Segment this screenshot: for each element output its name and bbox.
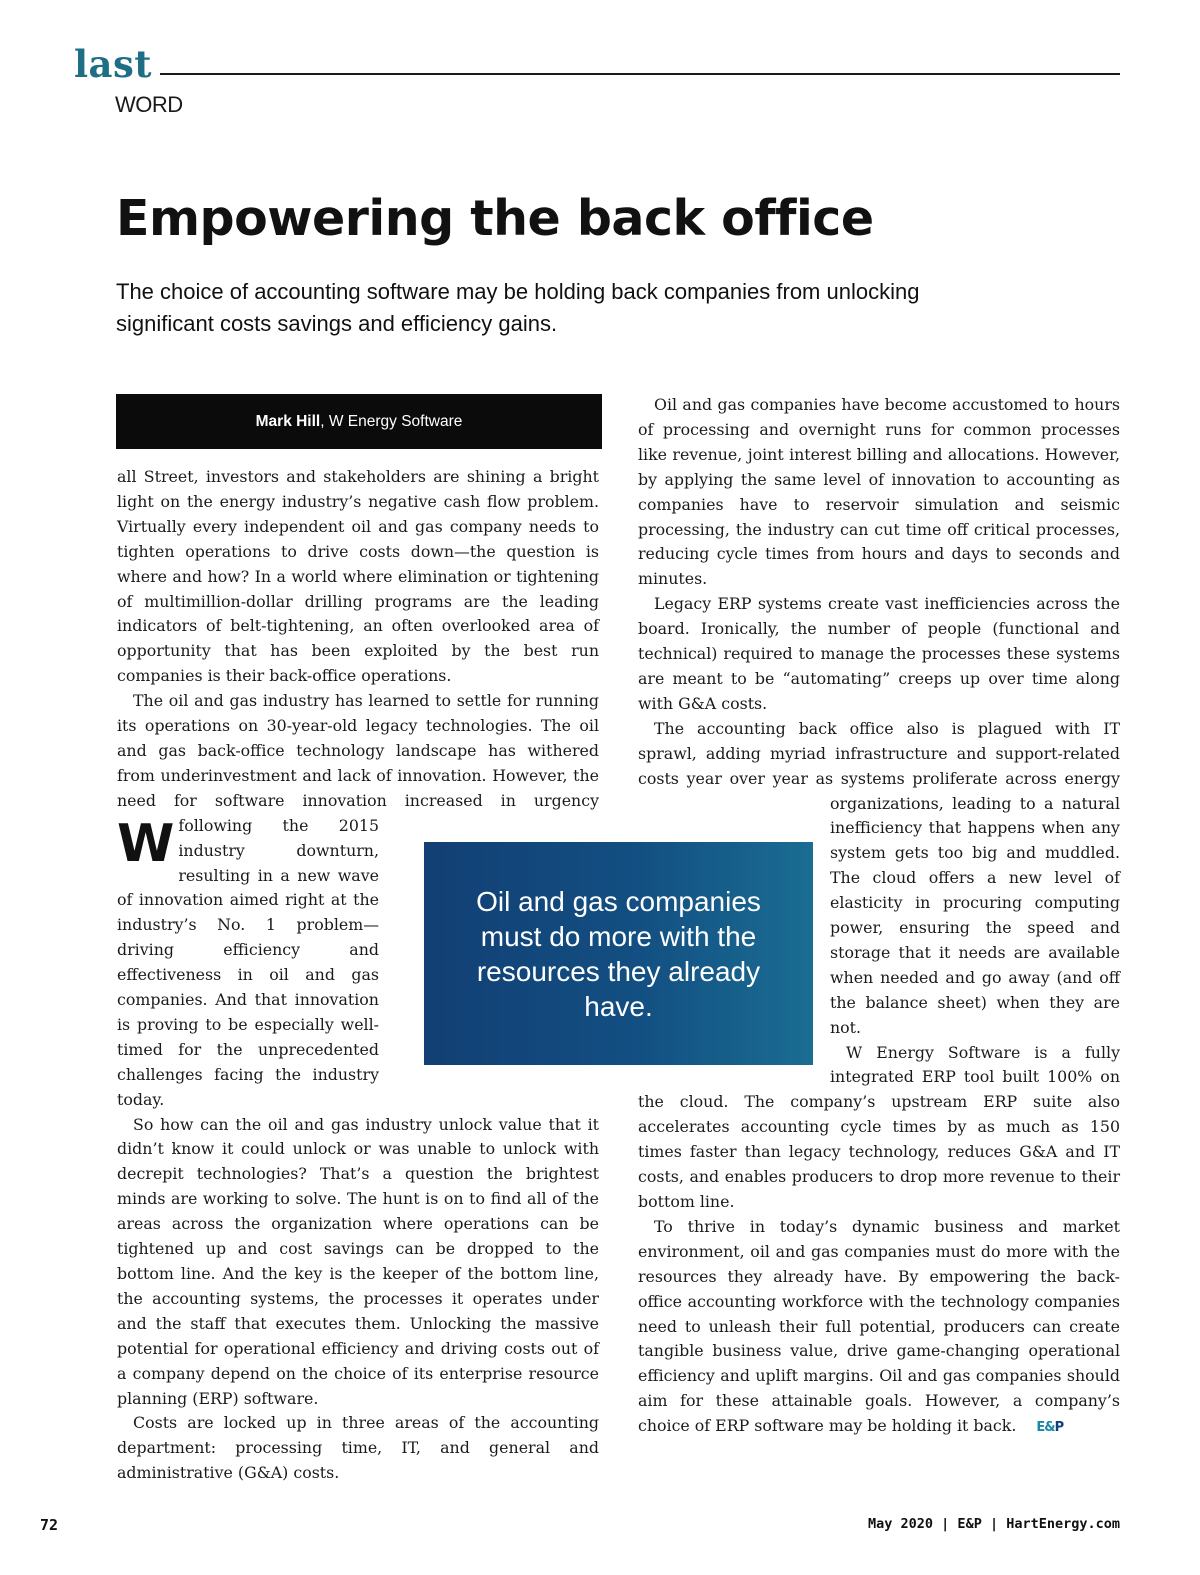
left-paragraph-1-text: all Street, investors and stakeholders are shining a bright light on the energy industry’s negative cash flow problem. Virtually every independent oil and gas company needs to tighten operations to drive costs down—the question is where and how? In a world where elimination or tightening of multimillion-dollar drilling programs are the leading indicators of belt-tightening, an often overlooked area of opportunity that has been exploited by the best run companies is their back-office operations.: [117, 467, 599, 686]
section-label-last: last: [74, 42, 152, 86]
pull-quote: Oil and gas companies must do more with the resources they already have.: [424, 842, 813, 1065]
left-paragraph-3: [117, 1113, 599, 1412]
left-paragraph-4: [117, 1411, 599, 1486]
right-paragraph-5-text: To thrive in today’s dynamic business and market environment, oil and gas companies must do more with the resources they already have. By empowering the back-office accounting workforce with the technology companies need to unleash their full potential, producers can create tangible business value, drive game-changing operational efficiency and uplift margins. Oil and gas companies should aim for these attainable goals. However, a company’s choice of ERP software may be holding it back.: [638, 1216, 1120, 1436]
byline-bar: [116, 394, 602, 449]
drop-cap: W: [117, 814, 175, 874]
byline-affiliation: , W Energy Software: [320, 412, 463, 430]
right-paragraph-2-text: Legacy ERP systems create vast inefficiencies across the board. Ironically, the number of people (functional and technical) required to manage the processes these systems are meant to be “automating” creeps up over time along with G&A costs.: [638, 594, 1120, 713]
right-paragraph-1: [638, 393, 1120, 592]
section-label-word: WORD: [115, 92, 183, 117]
right-paragraph-1-text: Oil and gas companies have become accustomed to hours of processing and overnight runs for common processes like revenue, joint interest billing and allocations. However, by applying the same level of innovation to accounting as companies have to reservoir simulation and seismic processing, the industry can cut time off critical processes, reducing cycle times from hours and days to seconds and minutes.: [638, 395, 1120, 589]
right-paragraph-5: [638, 1215, 1120, 1441]
ep-end-mark-icon: E&P: [1036, 1420, 1064, 1436]
article-headline: Empowering the back office: [116, 190, 874, 247]
right-paragraph-2: [638, 592, 1120, 717]
left-paragraph-4-text: Costs are locked up in three areas of the accounting department: processing time, IT, and general and administrative (G&A) costs.: [117, 1413, 599, 1483]
left-paragraph-1: [117, 465, 599, 874]
page-number: 72: [40, 1516, 59, 1534]
header-rule: [160, 73, 1120, 75]
right-paragraph-4-text: W Energy Software is a fully integrated ERP tool built 100% on the cloud. The company’s upstream ERP suite also accelerates accounting cycle times by as much as 150 times faster than legacy technology, reduces G&A and IT costs, and enables producers to drop more revenue to their bottom line.: [638, 1042, 1120, 1211]
left-paragraph-2-text: The oil and gas industry has learned to settle for running its operations on 30-year-old legacy technologies. The oil and gas back-office technology landscape has withered from underinvestment and lack of innovation. However, the need for software innovation increased in urgency following the 2015 industry downturn, resulting in a new wave of innovation aimed right at the industry’s No. 1 problem—driving efficiency and effectiveness in oil and gas companies. And that innovation is proving to be especially well-timed for the unprecedented challenges facing the industry today.: [117, 691, 599, 1109]
right-paragraph-3-text: The accounting back office also is plagued with IT sprawl, adding myriad infrastructure and support-related costs year over year as systems proliferate across energy organizations, leading to a natural inefficiency that happens when any system gets too big and muddled. The cloud offers a new level of elasticity in procuring computing power, ensuring the speed and storage that it needs are available when needed and go away (and off the balance sheet) when they are not.: [638, 718, 1120, 1037]
article-deck: The choice of accounting software may be holding back companies from unlocking significant costs savings and efficiency gains.: [116, 279, 920, 336]
left-paragraph-3-text: So how can the oil and gas industry unlock value that it didn’t know it could unlock or was unable to unlock with decrepit technologies? That’s a question the brightest minds are working to solve. The hunt is on to find all of the areas across the organization where operations can be tightened up and cost savings can be dropped to the bottom line. And the key is the keeper of the bottom line, the accounting systems, the processes it operates under and the staff that executes them. Unlocking the massive potential for operational efficiency and driving costs out of a company depend on the choice of its enterprise resource planning (ERP) software.: [117, 1114, 599, 1408]
byline-author: Mark Hill: [255, 412, 321, 430]
footer-credit: May 2020 | E&P | HartEnergy.com: [868, 1516, 1120, 1532]
